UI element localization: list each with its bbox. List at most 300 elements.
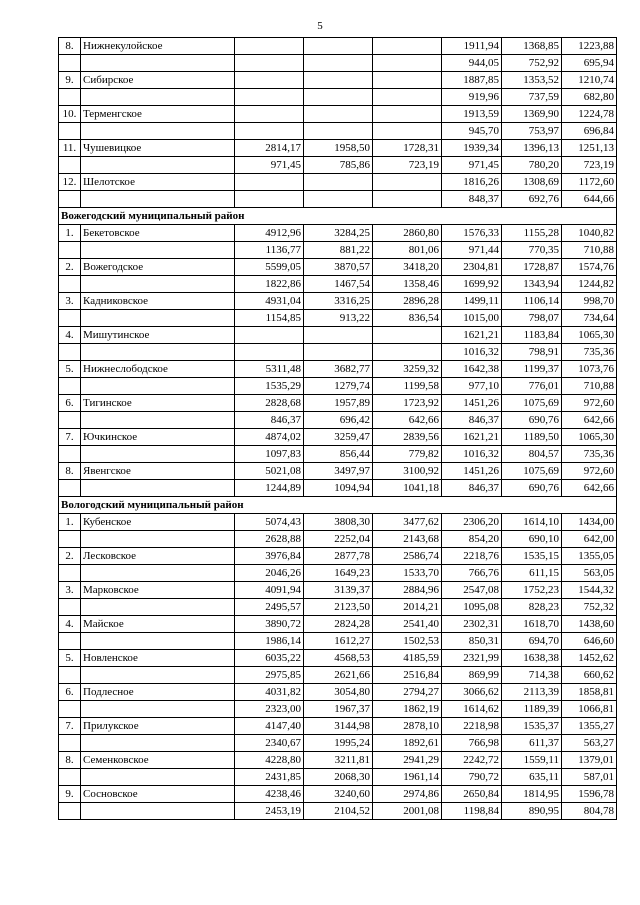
value-cell: 1614,10	[502, 514, 562, 531]
value-cell: 2974,86	[373, 786, 442, 803]
settlement-name: Шелотское	[81, 174, 235, 191]
settlement-name-empty	[81, 191, 235, 208]
value-cell: 1224,78	[562, 106, 617, 123]
value-cell: 2218,76	[442, 548, 502, 565]
table-row	[59, 106, 617, 123]
value-cell: 1728,31	[373, 140, 442, 157]
value-cell: 2878,10	[373, 718, 442, 735]
value-cell: 2431,85	[235, 769, 304, 786]
value-cell: 856,44	[304, 446, 373, 463]
value-cell: 1816,26	[442, 174, 502, 191]
row-number: 7.	[59, 718, 81, 735]
row-number-empty	[59, 769, 81, 786]
value-cell: 1355,05	[562, 548, 617, 565]
value-cell: 2650,84	[442, 786, 502, 803]
row-number-empty	[59, 378, 81, 395]
settlement-name-empty	[81, 412, 235, 429]
value-cell	[235, 344, 304, 361]
value-cell	[373, 344, 442, 361]
value-cell	[304, 174, 373, 191]
value-cell: 1642,38	[442, 361, 502, 378]
value-cell: 2814,17	[235, 140, 304, 157]
value-cell: 2975,85	[235, 667, 304, 684]
value-cell: 2547,08	[442, 582, 502, 599]
table-row	[59, 429, 617, 446]
row-number-empty	[59, 599, 81, 616]
value-cell: 1343,94	[502, 276, 562, 293]
value-cell: 913,22	[304, 310, 373, 327]
settlement-name-empty	[81, 89, 235, 106]
table-row	[59, 786, 617, 803]
settlement-name-empty	[81, 735, 235, 752]
value-cell: 766,98	[442, 735, 502, 752]
settlement-name: Прилукское	[81, 718, 235, 735]
settlement-name-empty	[81, 769, 235, 786]
row-number-empty	[59, 412, 81, 429]
table-row	[59, 310, 617, 327]
table-row	[59, 684, 617, 701]
value-cell	[304, 344, 373, 361]
value-cell: 2252,04	[304, 531, 373, 548]
value-cell: 1995,24	[304, 735, 373, 752]
value-cell	[373, 106, 442, 123]
row-number-empty	[59, 480, 81, 497]
value-cell: 1822,86	[235, 276, 304, 293]
value-cell: 2824,28	[304, 616, 373, 633]
value-cell: 3976,84	[235, 548, 304, 565]
value-cell: 790,72	[442, 769, 502, 786]
table-row	[59, 718, 617, 735]
row-number: 9.	[59, 72, 81, 89]
value-cell: 2001,08	[373, 803, 442, 820]
value-cell: 854,20	[442, 531, 502, 548]
value-cell: 2628,88	[235, 531, 304, 548]
table-row	[59, 633, 617, 650]
value-cell: 1016,32	[442, 344, 502, 361]
value-cell: 2218,98	[442, 718, 502, 735]
table-row	[59, 667, 617, 684]
value-cell: 690,76	[502, 412, 562, 429]
value-cell: 3259,32	[373, 361, 442, 378]
value-cell: 1614,62	[442, 701, 502, 718]
value-cell: 971,45	[235, 157, 304, 174]
value-cell: 785,86	[304, 157, 373, 174]
settlement-name-empty	[81, 378, 235, 395]
value-cell: 2586,74	[373, 548, 442, 565]
value-cell: 2143,68	[373, 531, 442, 548]
settlement-name-empty	[81, 123, 235, 140]
value-cell: 5021,08	[235, 463, 304, 480]
value-cell: 848,37	[442, 191, 502, 208]
value-cell: 1986,14	[235, 633, 304, 650]
value-cell: 1358,46	[373, 276, 442, 293]
row-number: 11.	[59, 140, 81, 157]
row-number-empty	[59, 344, 81, 361]
value-cell: 692,76	[502, 191, 562, 208]
value-cell: 1041,18	[373, 480, 442, 497]
row-number-empty	[59, 157, 81, 174]
value-cell: 846,37	[235, 412, 304, 429]
value-cell: 714,38	[502, 667, 562, 684]
value-cell: 5074,43	[235, 514, 304, 531]
value-cell: 1396,13	[502, 140, 562, 157]
value-cell: 4185,59	[373, 650, 442, 667]
value-cell	[304, 191, 373, 208]
value-cell: 779,82	[373, 446, 442, 463]
value-cell: 1198,84	[442, 803, 502, 820]
row-number: 1.	[59, 514, 81, 531]
value-cell: 3477,62	[373, 514, 442, 531]
table-row	[59, 514, 617, 531]
value-cell: 1892,61	[373, 735, 442, 752]
value-cell: 753,97	[502, 123, 562, 140]
value-cell: 1576,33	[442, 225, 502, 242]
row-number-empty	[59, 633, 81, 650]
value-cell: 5311,48	[235, 361, 304, 378]
table-row	[59, 225, 617, 242]
value-cell: 3139,37	[304, 582, 373, 599]
settlement-name: Подлесное	[81, 684, 235, 701]
value-cell: 1612,27	[304, 633, 373, 650]
value-cell: 1438,60	[562, 616, 617, 633]
value-cell: 611,15	[502, 565, 562, 582]
value-cell: 1199,37	[502, 361, 562, 378]
table-row	[59, 752, 617, 769]
settlement-name: Бекетовское	[81, 225, 235, 242]
settlement-name: Лесковское	[81, 548, 235, 565]
table-row	[59, 480, 617, 497]
settlement-name: Сибирское	[81, 72, 235, 89]
value-cell: 4031,82	[235, 684, 304, 701]
value-cell	[373, 174, 442, 191]
value-cell	[235, 191, 304, 208]
table-row	[59, 803, 617, 820]
settlement-name: Вожегодское	[81, 259, 235, 276]
row-number-empty	[59, 803, 81, 820]
value-cell: 642,66	[562, 412, 617, 429]
value-cell: 2104,52	[304, 803, 373, 820]
settlement-name: Семенковское	[81, 752, 235, 769]
value-cell: 752,32	[562, 599, 617, 616]
settlement-name-empty	[81, 531, 235, 548]
settlement-name-empty	[81, 633, 235, 650]
value-cell: 1621,21	[442, 327, 502, 344]
row-number-empty	[59, 191, 81, 208]
row-number: 7.	[59, 429, 81, 446]
row-number: 6.	[59, 395, 81, 412]
value-cell: 1106,14	[502, 293, 562, 310]
value-cell: 1189,39	[502, 701, 562, 718]
value-cell: 1065,30	[562, 429, 617, 446]
value-cell: 890,95	[502, 803, 562, 820]
table-row	[59, 769, 617, 786]
value-cell	[373, 123, 442, 140]
value-cell: 1189,50	[502, 429, 562, 446]
value-cell: 2068,30	[304, 769, 373, 786]
value-cell: 1073,76	[562, 361, 617, 378]
value-cell	[304, 55, 373, 72]
table-row	[59, 378, 617, 395]
value-cell: 998,70	[562, 293, 617, 310]
table-row	[59, 72, 617, 89]
tariff-table	[58, 37, 617, 820]
value-cell: 695,94	[562, 55, 617, 72]
settlement-name-empty	[81, 565, 235, 582]
region-header-row	[59, 208, 617, 225]
table-row	[59, 276, 617, 293]
value-cell: 919,96	[442, 89, 502, 106]
settlement-name: Новленское	[81, 650, 235, 667]
settlement-name: Тигинское	[81, 395, 235, 412]
value-cell: 3497,97	[304, 463, 373, 480]
value-cell: 1094,94	[304, 480, 373, 497]
settlement-name: Кубенское	[81, 514, 235, 531]
settlement-name: Нижнекулойское	[81, 38, 235, 55]
value-cell: 1533,70	[373, 565, 442, 582]
row-number: 9.	[59, 786, 81, 803]
table-row	[59, 361, 617, 378]
value-cell: 804,57	[502, 446, 562, 463]
value-cell: 2877,78	[304, 548, 373, 565]
row-number: 6.	[59, 684, 81, 701]
value-cell: 710,88	[562, 378, 617, 395]
value-cell: 611,37	[502, 735, 562, 752]
table-row	[59, 174, 617, 191]
value-cell: 798,91	[502, 344, 562, 361]
value-cell: 3808,30	[304, 514, 373, 531]
value-cell: 1723,92	[373, 395, 442, 412]
table-row	[59, 38, 617, 55]
value-cell: 2860,80	[373, 225, 442, 242]
value-cell: 1223,88	[562, 38, 617, 55]
value-cell: 635,11	[502, 769, 562, 786]
row-number-empty	[59, 89, 81, 106]
table-body	[59, 38, 617, 820]
value-cell: 3100,92	[373, 463, 442, 480]
value-cell: 4874,02	[235, 429, 304, 446]
value-cell: 1887,85	[442, 72, 502, 89]
table-row	[59, 293, 617, 310]
settlement-name: Ючкинское	[81, 429, 235, 446]
value-cell: 735,36	[562, 446, 617, 463]
value-cell: 1649,23	[304, 565, 373, 582]
value-cell: 1155,28	[502, 225, 562, 242]
table-row	[59, 157, 617, 174]
table-row	[59, 242, 617, 259]
value-cell: 723,19	[562, 157, 617, 174]
value-cell: 846,37	[442, 412, 502, 429]
value-cell: 696,84	[562, 123, 617, 140]
settlement-name-empty	[81, 446, 235, 463]
value-cell: 1172,60	[562, 174, 617, 191]
value-cell: 3240,60	[304, 786, 373, 803]
value-cell: 2941,29	[373, 752, 442, 769]
value-cell: 1752,23	[502, 582, 562, 599]
value-cell: 2014,21	[373, 599, 442, 616]
table-row	[59, 616, 617, 633]
value-cell: 2306,20	[442, 514, 502, 531]
settlement-name-empty	[81, 276, 235, 293]
row-number: 12.	[59, 174, 81, 191]
settlement-name-empty	[81, 667, 235, 684]
value-cell: 3066,62	[442, 684, 502, 701]
value-cell: 2884,96	[373, 582, 442, 599]
value-cell: 1699,92	[442, 276, 502, 293]
value-cell	[304, 123, 373, 140]
row-number: 2.	[59, 548, 81, 565]
value-cell: 1097,83	[235, 446, 304, 463]
value-cell: 4931,04	[235, 293, 304, 310]
value-cell: 642,66	[373, 412, 442, 429]
table-row	[59, 89, 617, 106]
value-cell: 1559,11	[502, 752, 562, 769]
row-number-empty	[59, 667, 81, 684]
value-cell: 646,60	[562, 633, 617, 650]
value-cell: 1913,59	[442, 106, 502, 123]
value-cell: 682,80	[562, 89, 617, 106]
value-cell	[373, 89, 442, 106]
settlement-name: Явенгское	[81, 463, 235, 480]
value-cell: 1858,81	[562, 684, 617, 701]
value-cell	[235, 106, 304, 123]
value-cell: 1368,85	[502, 38, 562, 55]
value-cell: 2323,00	[235, 701, 304, 718]
table-row	[59, 735, 617, 752]
value-cell: 1621,21	[442, 429, 502, 446]
value-cell: 3418,20	[373, 259, 442, 276]
value-cell: 1066,81	[562, 701, 617, 718]
value-cell: 642,66	[562, 480, 617, 497]
value-cell: 850,31	[442, 633, 502, 650]
settlement-name: Кадниковское	[81, 293, 235, 310]
value-cell: 836,54	[373, 310, 442, 327]
table-row	[59, 599, 617, 616]
value-cell: 1958,50	[304, 140, 373, 157]
value-cell: 660,62	[562, 667, 617, 684]
value-cell: 1967,37	[304, 701, 373, 718]
value-cell	[373, 55, 442, 72]
table-row	[59, 531, 617, 548]
value-cell: 3284,25	[304, 225, 373, 242]
row-number-empty	[59, 531, 81, 548]
table-row	[59, 191, 617, 208]
value-cell: 1535,37	[502, 718, 562, 735]
row-number: 8.	[59, 752, 81, 769]
table-row	[59, 412, 617, 429]
value-cell	[304, 89, 373, 106]
value-cell: 3144,98	[304, 718, 373, 735]
value-cell: 563,05	[562, 565, 617, 582]
value-cell: 1199,58	[373, 378, 442, 395]
value-cell: 563,27	[562, 735, 617, 752]
value-cell: 2340,67	[235, 735, 304, 752]
table-row	[59, 548, 617, 565]
value-cell: 1251,13	[562, 140, 617, 157]
region-title: Вологодский муниципальный район	[59, 497, 617, 514]
row-number: 3.	[59, 293, 81, 310]
value-cell	[235, 327, 304, 344]
value-cell: 766,76	[442, 565, 502, 582]
value-cell: 2621,66	[304, 667, 373, 684]
value-cell: 696,42	[304, 412, 373, 429]
value-cell: 4568,53	[304, 650, 373, 667]
value-cell: 4228,80	[235, 752, 304, 769]
settlement-name: Сосновское	[81, 786, 235, 803]
value-cell: 1535,29	[235, 378, 304, 395]
row-number-empty	[59, 565, 81, 582]
value-cell: 2304,81	[442, 259, 502, 276]
value-cell: 734,64	[562, 310, 617, 327]
value-cell: 1535,15	[502, 548, 562, 565]
value-cell: 972,60	[562, 463, 617, 480]
table-row	[59, 582, 617, 599]
value-cell	[304, 327, 373, 344]
value-cell: 2242,72	[442, 752, 502, 769]
value-cell: 977,10	[442, 378, 502, 395]
value-cell: 1369,90	[502, 106, 562, 123]
value-cell: 6035,22	[235, 650, 304, 667]
value-cell: 2828,68	[235, 395, 304, 412]
value-cell: 1544,32	[562, 582, 617, 599]
value-cell: 2321,99	[442, 650, 502, 667]
value-cell: 1939,34	[442, 140, 502, 157]
row-number-empty	[59, 55, 81, 72]
settlement-name: Майское	[81, 616, 235, 633]
table-row	[59, 123, 617, 140]
value-cell: 642,00	[562, 531, 617, 548]
table-row	[59, 140, 617, 157]
value-cell: 723,19	[373, 157, 442, 174]
value-cell: 4147,40	[235, 718, 304, 735]
value-cell: 587,01	[562, 769, 617, 786]
settlement-name-empty	[81, 599, 235, 616]
value-cell: 1618,70	[502, 616, 562, 633]
value-cell: 2046,26	[235, 565, 304, 582]
value-cell: 1353,52	[502, 72, 562, 89]
table-row	[59, 55, 617, 72]
value-cell	[235, 38, 304, 55]
value-cell: 2113,39	[502, 684, 562, 701]
settlement-name-empty	[81, 344, 235, 361]
value-cell: 3870,57	[304, 259, 373, 276]
value-cell: 1355,27	[562, 718, 617, 735]
value-cell: 2123,50	[304, 599, 373, 616]
value-cell: 1638,38	[502, 650, 562, 667]
settlement-name-empty	[81, 157, 235, 174]
value-cell: 869,99	[442, 667, 502, 684]
value-cell: 1095,08	[442, 599, 502, 616]
value-cell: 4238,46	[235, 786, 304, 803]
value-cell: 804,78	[562, 803, 617, 820]
row-number-empty	[59, 242, 81, 259]
value-cell	[235, 174, 304, 191]
value-cell: 1075,69	[502, 463, 562, 480]
value-cell: 644,66	[562, 191, 617, 208]
value-cell: 971,44	[442, 242, 502, 259]
value-cell: 1961,14	[373, 769, 442, 786]
value-cell: 3890,72	[235, 616, 304, 633]
value-cell	[235, 123, 304, 140]
table-row	[59, 650, 617, 667]
region-header-row	[59, 497, 617, 514]
row-number: 4.	[59, 616, 81, 633]
value-cell	[373, 191, 442, 208]
row-number: 5.	[59, 361, 81, 378]
row-number: 5.	[59, 650, 81, 667]
row-number: 1.	[59, 225, 81, 242]
value-cell: 1467,54	[304, 276, 373, 293]
value-cell: 1434,00	[562, 514, 617, 531]
